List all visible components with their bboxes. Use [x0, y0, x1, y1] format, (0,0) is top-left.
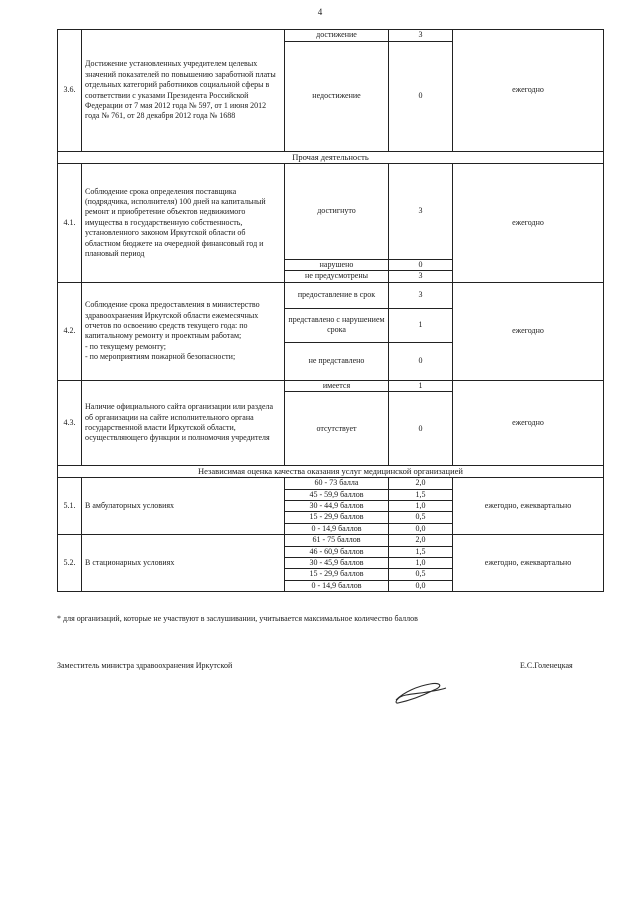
condition-cell: 46 - 60,9 баллов — [285, 546, 389, 557]
row-number: 4.1. — [58, 164, 82, 283]
points-cell: 3 — [389, 164, 453, 260]
points-cell: 0,0 — [389, 580, 453, 591]
condition-cell: достигнуто — [285, 164, 389, 260]
condition-cell: 15 - 29,9 баллов — [285, 569, 389, 580]
row-number: 3.6. — [58, 30, 82, 152]
criterion-text: Достижение установленных учредителем целевых значений показателей по повышению заработной платы отдельных категорий работников социальной сферы в соответствии с указами Президента Российской Федерации от 7 мая 2012 года № 597, от 1 июня 2012 года № 761, от 28 декабря 2012 года № 1688 — [82, 30, 285, 152]
row-number: 5.1. — [58, 478, 82, 535]
points-cell: 2,0 — [389, 535, 453, 546]
points-cell: 1 — [389, 380, 453, 391]
condition-cell: предоставление в срок — [285, 282, 389, 308]
row-number: 5.2. — [58, 535, 82, 592]
criterion-line: - по текущему ремонту; — [85, 341, 166, 351]
condition-cell: 45 - 59,9 баллов — [285, 489, 389, 500]
handwritten-signature — [390, 670, 450, 710]
criterion-line: - по мероприятиям пожарной безопасности; — [85, 352, 236, 362]
points-cell: 0 — [389, 392, 453, 466]
criterion-text: В амбулаторных условиях — [82, 478, 285, 535]
points-cell: 0 — [389, 342, 453, 380]
period-cell: ежегодно — [453, 380, 604, 465]
signatory-name: Е.С.Голенецкая — [520, 661, 573, 670]
criteria-table — [57, 29, 604, 592]
table-row — [58, 380, 604, 391]
criterion-text: Наличие официального сайта организации или раздела об организации на сайте исполнительного органа государственной власти Иркутской области, осуществляющего функции и полномочия учредителя — [82, 380, 285, 465]
condition-cell: достижение — [285, 30, 389, 42]
section-header-row — [58, 152, 604, 164]
period-cell: ежегодно, ежеквартально — [453, 478, 604, 535]
points-cell: 3 — [389, 30, 453, 42]
condition-cell: 30 - 44,9 баллов — [285, 501, 389, 512]
points-cell: 1,0 — [389, 558, 453, 569]
table-row — [58, 164, 604, 260]
table-row — [58, 282, 604, 308]
row-number: 4.3. — [58, 380, 82, 465]
condition-cell: представлено с нарушением срока — [285, 308, 389, 342]
points-cell: 3 — [389, 282, 453, 308]
condition-cell: 15 - 29,9 баллов — [285, 512, 389, 523]
criterion-text: В стационарных условиях — [82, 535, 285, 592]
condition-cell: отсутствует — [285, 392, 389, 466]
period-cell: ежегодно, ежеквартально — [453, 535, 604, 592]
condition-cell: не представлено — [285, 342, 389, 380]
points-cell: 1,0 — [389, 501, 453, 512]
condition-cell: не предусмотрены — [285, 271, 389, 282]
condition-cell: 60 - 73 балла — [285, 478, 389, 489]
condition-cell: 30 - 45,9 баллов — [285, 558, 389, 569]
criterion-line: Соблюдение срока предоставления в министерство здравоохранения Иркутской области ежемесячных отчетов по освоению средств текущего года: по капитальному ремонту и проектным работам; — [85, 300, 260, 341]
points-cell: 0 — [389, 42, 453, 152]
condition-cell: имеется — [285, 380, 389, 391]
points-cell: 0,5 — [389, 512, 453, 523]
row-number: 4.2. — [58, 282, 82, 380]
table-row — [58, 535, 604, 546]
points-cell: 0 — [389, 260, 453, 271]
condition-cell: недостижение — [285, 42, 389, 152]
period-cell: ежегодно — [453, 30, 604, 152]
points-cell: 2,0 — [389, 478, 453, 489]
section-title: Прочая деятельность — [58, 152, 604, 164]
section-header-row — [58, 466, 604, 478]
points-cell: 0,5 — [389, 569, 453, 580]
points-cell: 1 — [389, 308, 453, 342]
signatory-title: Заместитель министра здравоохранения Иркутской — [57, 661, 233, 670]
condition-cell: 61 - 75 баллов — [285, 535, 389, 546]
page-number: 4 — [317, 7, 323, 17]
section-title: Независимая оценка качества оказания услуг медицинской организацией — [58, 466, 604, 478]
table-row — [58, 30, 604, 42]
criterion-text: Соблюдение срока определения поставщика (подрядчика, исполнителя) 100 дней на капитальный ремонт и приобретение объектов недвижимого имущества в государственную собственность, установленного законом Иркутской области об областном бюджете на очередной финансовый год и плановый период — [82, 164, 285, 283]
period-cell: ежегодно — [453, 282, 604, 380]
condition-cell: нарушено — [285, 260, 389, 271]
points-cell: 1,5 — [389, 546, 453, 557]
condition-cell: 0 - 14,9 баллов — [285, 523, 389, 534]
points-cell: 0,0 — [389, 523, 453, 534]
criterion-text — [82, 282, 285, 380]
condition-cell: 0 - 14,9 баллов — [285, 580, 389, 591]
points-cell: 1,5 — [389, 489, 453, 500]
points-cell: 3 — [389, 271, 453, 282]
footnote: * для организаций, которые не участвуют в заслушивании, учитывается максимальное количество баллов — [57, 614, 418, 623]
table-row — [58, 478, 604, 489]
period-cell: ежегодно — [453, 164, 604, 283]
